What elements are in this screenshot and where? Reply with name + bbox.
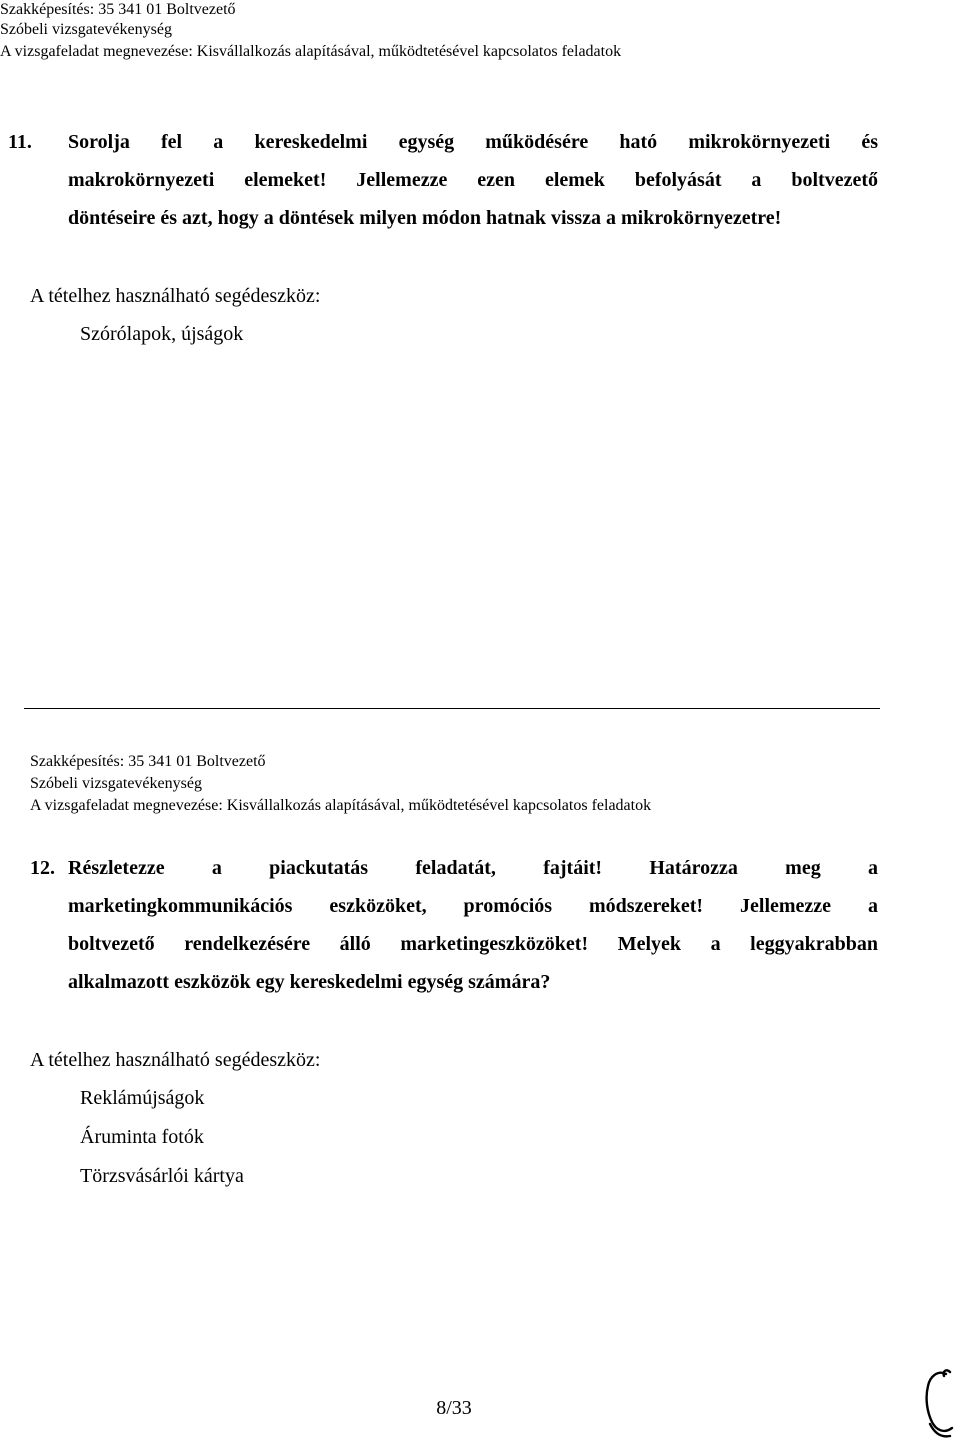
header-line-activity: Szóbeli vizsgatevékenység xyxy=(0,21,172,38)
question-12-line: alkalmazott eszközök egy kereskedelmi egység számára? xyxy=(68,971,551,993)
question-12-tool-item: Törzsvásárlói kártya xyxy=(80,1165,244,1187)
header-line-activity: Szóbeli vizsgatevékenység xyxy=(30,775,202,792)
header-line-task-name: A vizsgafeladat megnevezése: Kisvállalkozás alapításával, működtetésével kapcsolatos feladatok xyxy=(30,797,652,814)
question-12-line: marketingkommunikációs eszközöket, promóciós módszereket! Jellemezze a xyxy=(68,895,878,917)
question-11-tool-item: Szórólapok, újságok xyxy=(80,323,244,345)
header-line-qualification: Szakképesítés: 35 341 01 Boltvezető xyxy=(0,1,236,18)
header-line-qualification: Szakképesítés: 35 341 01 Boltvezető xyxy=(30,753,266,770)
header-line-task-name: A vizsgafeladat megnevezése: Kisvállalkozás alapításával, működtetésével kapcsolatos feladatok xyxy=(0,43,622,60)
question-11-number: 11. xyxy=(8,131,32,153)
question-11-line: Sorolja fel a kereskedelmi egység működésére ható mikrokörnyezeti és xyxy=(68,131,878,153)
question-12-tool-item: Reklámújságok xyxy=(80,1087,205,1109)
question-12-number: 12. xyxy=(30,857,55,879)
question-11-tools-label: A tételhez használható segédeszköz: xyxy=(30,285,321,307)
question-12-tools-label: A tételhez használható segédeszköz: xyxy=(30,1049,321,1071)
question-12-line: boltvezető rendelkezésére álló marketingeszközöket! Melyek a leggyakrabban xyxy=(68,933,878,955)
handwritten-signature-icon xyxy=(916,1364,960,1442)
question-11-line: döntéseire és azt, hogy a döntések milyen módon hatnak vissza a mikrokörnyezetre! xyxy=(68,207,782,229)
question-12-line: Részletezze a piackutatás feladatát, fajtáit! Határozza meg a xyxy=(68,857,878,879)
page-separator-rule xyxy=(24,708,880,709)
question-12-tool-item: Áruminta fotók xyxy=(80,1126,204,1148)
page-number: 8/33 xyxy=(436,1397,472,1419)
question-11-line: makrokörnyezeti elemeket! Jellemezze ezen elemek befolyását a boltvezető xyxy=(68,169,878,191)
